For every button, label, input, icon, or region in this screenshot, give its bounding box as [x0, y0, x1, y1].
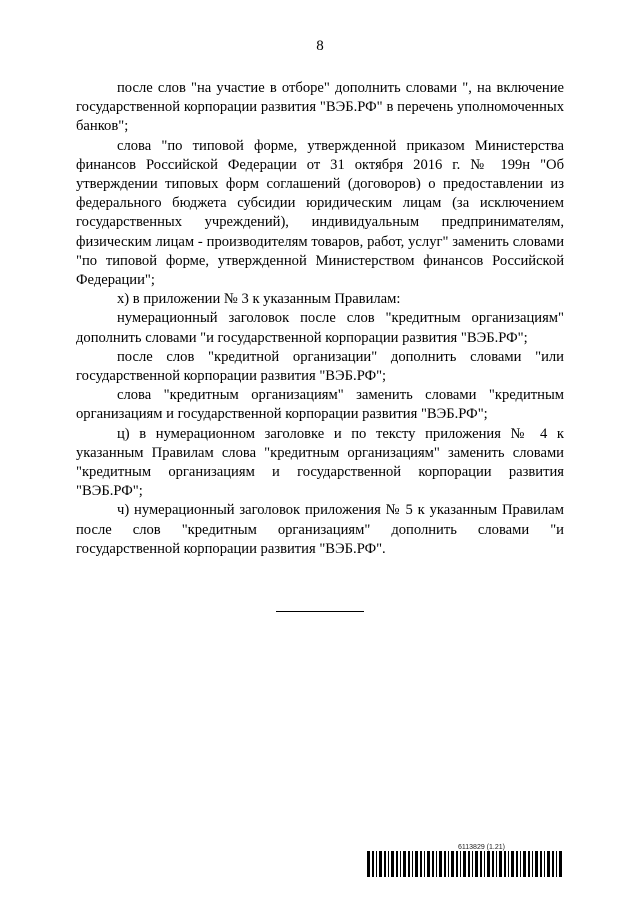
paragraph: х) в приложении № 3 к указанным Правилам: — [117, 291, 401, 308]
end-separator-line — [276, 611, 364, 612]
paragraph: нумерационный заголовок после слов "кредитным организациям" дополнить словами "и государственной корпорации развития "ВЭБ.РФ"; — [76, 310, 564, 346]
page-number: 8 — [316, 38, 324, 54]
document-code: 6113829 (1.21) — [458, 844, 505, 851]
barcode — [367, 851, 564, 877]
document-body — [76, 79, 564, 559]
paragraph: ч) нумерационный заголовок приложения № 5 к указанным Правилам после слов "кредитным организациям" дополнить словами "и государственной корпорации развития "ВЭБ.РФ". — [76, 502, 564, 557]
paragraph: слова "по типовой форме, утвержденной приказом Министерства финансов Российской Федерации от 31 октября 2016 г. № 199н "Об утверждении типовых форм соглашений (договоров) о предоставлении из федерального бюджета субсидии юридическим лицам (за исключением государственных учреждений), индивидуальным предпринимателям, физическим лицам - производителям товаров, работ, услуг" заменить словами "по типовой форме, утвержденной Министерством финансов Российской Федерации"; — [76, 137, 564, 289]
paragraph: слова "кредитным организациям" заменить словами "кредитным организациям и государственной корпорации развития "ВЭБ.РФ"; — [76, 387, 564, 423]
paragraph: после слов "на участие в отборе" дополнить словами ", на включение государственной корпорации развития "ВЭБ.РФ" в перечень уполномоченных банков"; — [76, 80, 564, 135]
paragraph: ц) в нумерационном заголовке и по тексту приложения № 4 к указанным Правилам слова "кредитным организациям" заменить словами "кредитным организациям и государственной корпорации развития "ВЭБ.РФ"; — [76, 425, 564, 500]
paragraph: после слов "кредитной организации" дополнить словами "или государственной корпорации развития "ВЭБ.РФ"; — [76, 348, 564, 385]
